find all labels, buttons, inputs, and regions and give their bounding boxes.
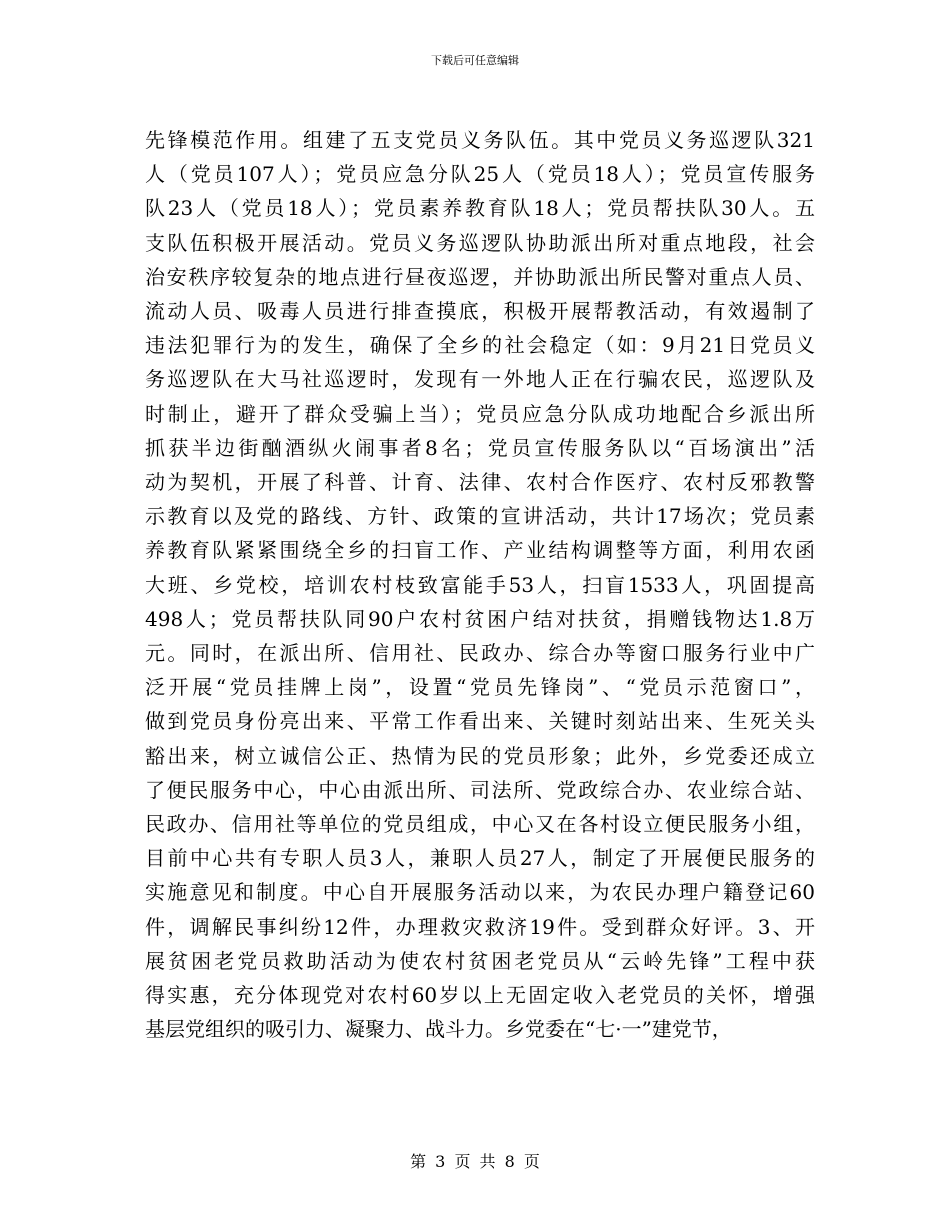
text-line: 队23人（党员18人）；党员素养教育队18人；党员帮扶队30人。五 (145, 196, 815, 221)
text-line: 件，调解民事纠纷12件，办理救灾救济19件。受到群众好评。3、开 (145, 914, 815, 939)
page-number-footer: 第 3 页 共 8 页 (410, 1152, 540, 1171)
text-line: 示教育以及党的路线、方针、政策的宣讲活动，共计17场次；党员素 (145, 504, 815, 529)
text-line: 泛开展“党员挂牌上岗”，设置“党员先锋岗”、“党员示范窗口”， (145, 675, 815, 700)
text-line: 动为契机，开展了科普、计育、法律、农村合作医疗、农村反邪教警 (145, 470, 815, 495)
text-line: 展贫困老党员救助活动为使农村贫困老党员从“云岭先锋”工程中获 (145, 948, 815, 973)
text-line: 498人；党员帮扶队同90户农村贫困户结对扶贫，捐赠钱物达1.8万 (145, 606, 815, 631)
text-line: 做到党员身份亮出来、平常工作看出来、关键时刻站出来、生死关头 (145, 709, 815, 734)
text-line: 目前中心共有专职人员3人，兼职人员27人，制定了开展便民服务的 (145, 846, 815, 871)
text-line: 豁出来，树立诚信公正、热情为民的党员形象；此外，乡党委还成立 (145, 743, 815, 768)
text-line: 基层党组织的吸引力、凝聚力、战斗力。乡党委在“七·一”建党节， (145, 1017, 732, 1042)
text-line: 得实惠，充分体现党对农村60岁以上无固定收入老党员的关怀，增强 (145, 983, 815, 1008)
text-line: 支队伍积极开展活动。党员义务巡逻队协助派出所对重点地段，社会 (145, 230, 815, 255)
text-line: 民政办、信用社等单位的党员组成，中心又在各村设立便民服务小组， (145, 812, 815, 837)
text-line: 大班、乡党校，培训农村枝致富能手53人，扫盲1533人，巩固提高 (145, 572, 815, 597)
text-line: 先锋模范作用。组建了五支党员义务队伍。其中党员义务巡逻队321 (145, 128, 815, 152)
text-line: 实施意见和制度。中心自开展服务活动以来，为农民办理户籍登记60 (145, 880, 815, 905)
text-line: 务巡逻队在大马社巡逻时，发现有一外地人正在行骗农民，巡逻队及 (145, 367, 815, 392)
text-line: 元。同时，在派出所、信用社、民政办、综合办等窗口服务行业中广 (145, 641, 815, 666)
text-line: 抓获半边街酗酒纵火闹事者8名；党员宣传服务队以“百场演出”活 (145, 435, 815, 460)
text-line: 违法犯罪行为的发生，确保了全乡的社会稳定（如：9月21日党员义 (145, 333, 815, 358)
page-header: 下载后可任意编辑 (431, 54, 519, 67)
text-line: 治安秩序较复杂的地点进行昼夜巡逻，并协助派出所民警对重点人员、 (145, 264, 815, 289)
text-line: 流动人员、吸毒人员进行排查摸底，积极开展帮教活动，有效遏制了 (145, 299, 815, 324)
text-line: 了便民服务中心，中心由派出所、司法所、党政综合办、农业综合站、 (145, 777, 815, 802)
body-text (145, 123, 815, 1046)
text-line: 养教育队紧紧围绕全乡的扫盲工作、产业结构调整等方面，利用农函 (145, 538, 815, 563)
text-line: 时制止，避开了群众受骗上当）；党员应急分队成功地配合乡派出所 (145, 401, 815, 426)
text-line: 人（党员107人）；党员应急分队25人（党员18人）；党员宣传服务 (145, 162, 815, 187)
